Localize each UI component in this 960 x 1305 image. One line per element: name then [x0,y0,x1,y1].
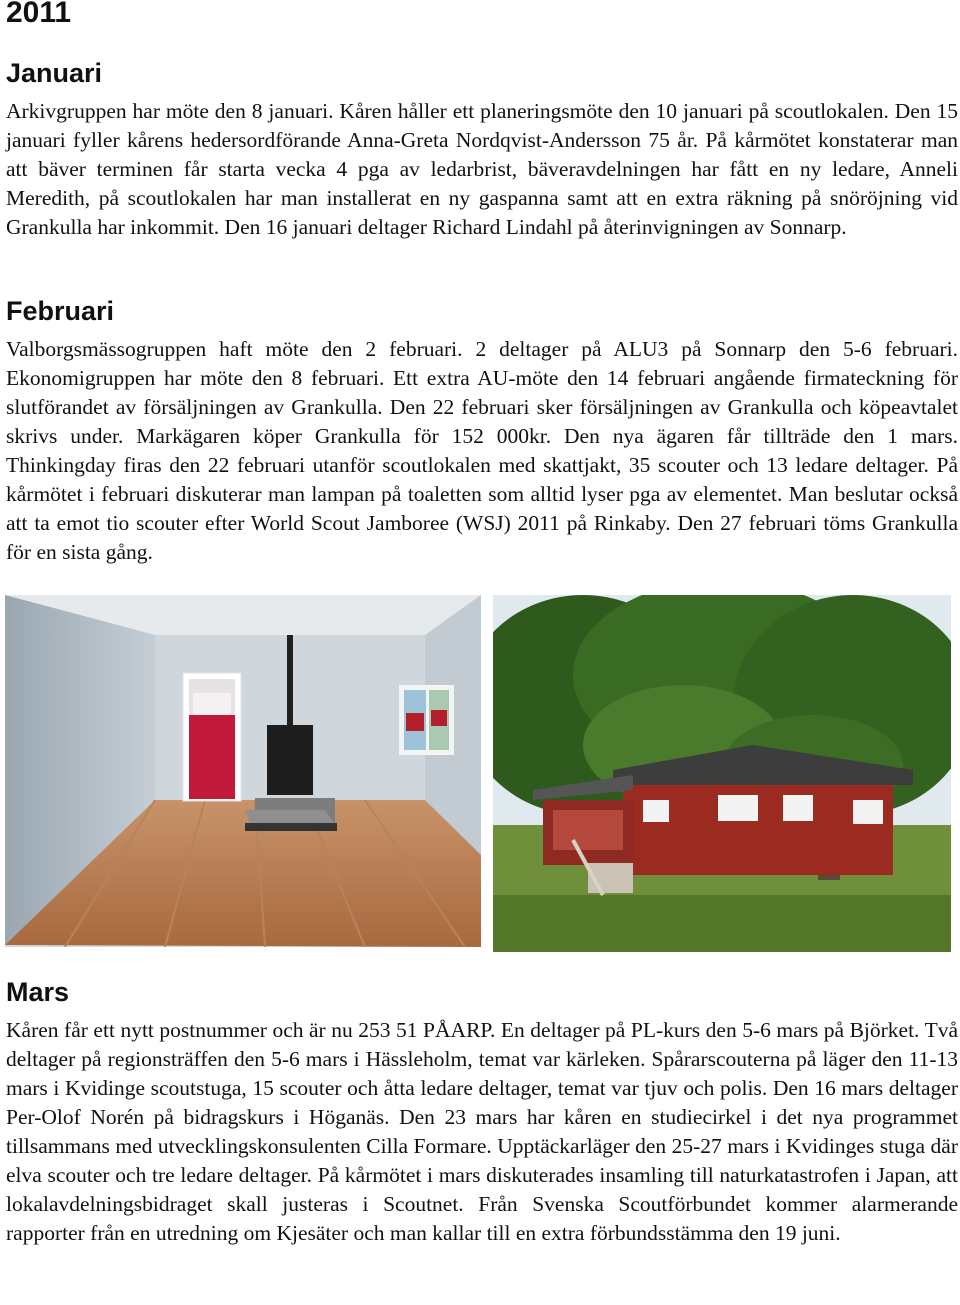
paragraph-februari: Valborgsmässogruppen haft möte den 2 februari. 2 deltager på ALU3 på Sonnarp den 5-6 februari. Ekonomigruppen har möte den 8 februari. Ett extra AU-möte den 14 februari angående firmateckning för slutförandet av försäljningen av Grankulla. Den 22 februari sker försäljningen av Grankulla och köpeavtalet skrivs under. Markägaren köper Grankulla för 152 000kr. Den nya ägaren får tillträde den 1 mars. Thinkingday firas den 22 februari utanför scoutlokalen med skattjakt, 35 scouter och 13 ledare deltager. På kårmötet i februari diskuterar man lampan på toaletten som alltid lyser pga av elementet. Man beslutar också att ta emot tio scouter efter World Scout Jamboree (WSJ) 2011 på Rinkaby. Den 27 februari töms Grankulla för en sista gång. [6,337,958,564]
paragraph-mars: Kåren får ett nytt postnummer och är nu 253 51 PÅARP. En deltager på PL-kurs den 5-6 mars på Björket. Två deltager på regionsträffen den 5-6 mars i Hässleholm, temat var kärleken. Spårarscouterna på läger den 11-13 mars i Kvidinge scoutstuga, 15 scouter och åtta ledare deltager, temat var tjuv och polis. Den 16 mars deltager Per-Olof Norén på bidragskurs i Höganäs. Den 23 mars har kåren en studiecirkel i det nya programmet tillsammans med utvecklingskonsulenten Cilla Formare. Upptäckarläger den 25-27 mars i Kvidinges stuga där elva scouter och tre ledare deltager. På kårmötet i mars diskuterades insamling till naturkatastrofen i Japan, att lokalavdelningsbidraget skall justeras i Scoutnet. Från Svenska Scoutförbundet kommer alarmerande rapporter från en utredning om Kjesäter och man kallar till en extra förbundsstämma den 19 juni. [6,1018,958,1245]
paragraph-januari: Arkivgruppen har möte den 8 januari. Kåren håller ett planeringsmöte den 10 januari på scoutlokalen. Den 15 januari fyller kårens hedersordförande Anna-Greta Nordqvist-Andersson 75 år. På kårmötet konstaterar man att bäver terminen får starta vecka 4 pga av ledarbrist, bäveravdelningen har fått en ny ledare, Anneli Meredith, på scoutlokalen har man installerat en ny gaspanna samt att en extra räkning på snöröjning vid Grankulla har inkommit. Den 16 januari deltager Richard Lindahl på återinvigningen av Sonnarp. [6,99,958,239]
month-heading-mars: Mars [6,977,70,1007]
month-heading-februari: Februari [6,296,115,326]
interior-photo [5,595,481,947]
cabin-photo [493,595,951,952]
year-heading: 2011 [6,0,72,29]
month-heading-januari: Januari [6,58,103,88]
